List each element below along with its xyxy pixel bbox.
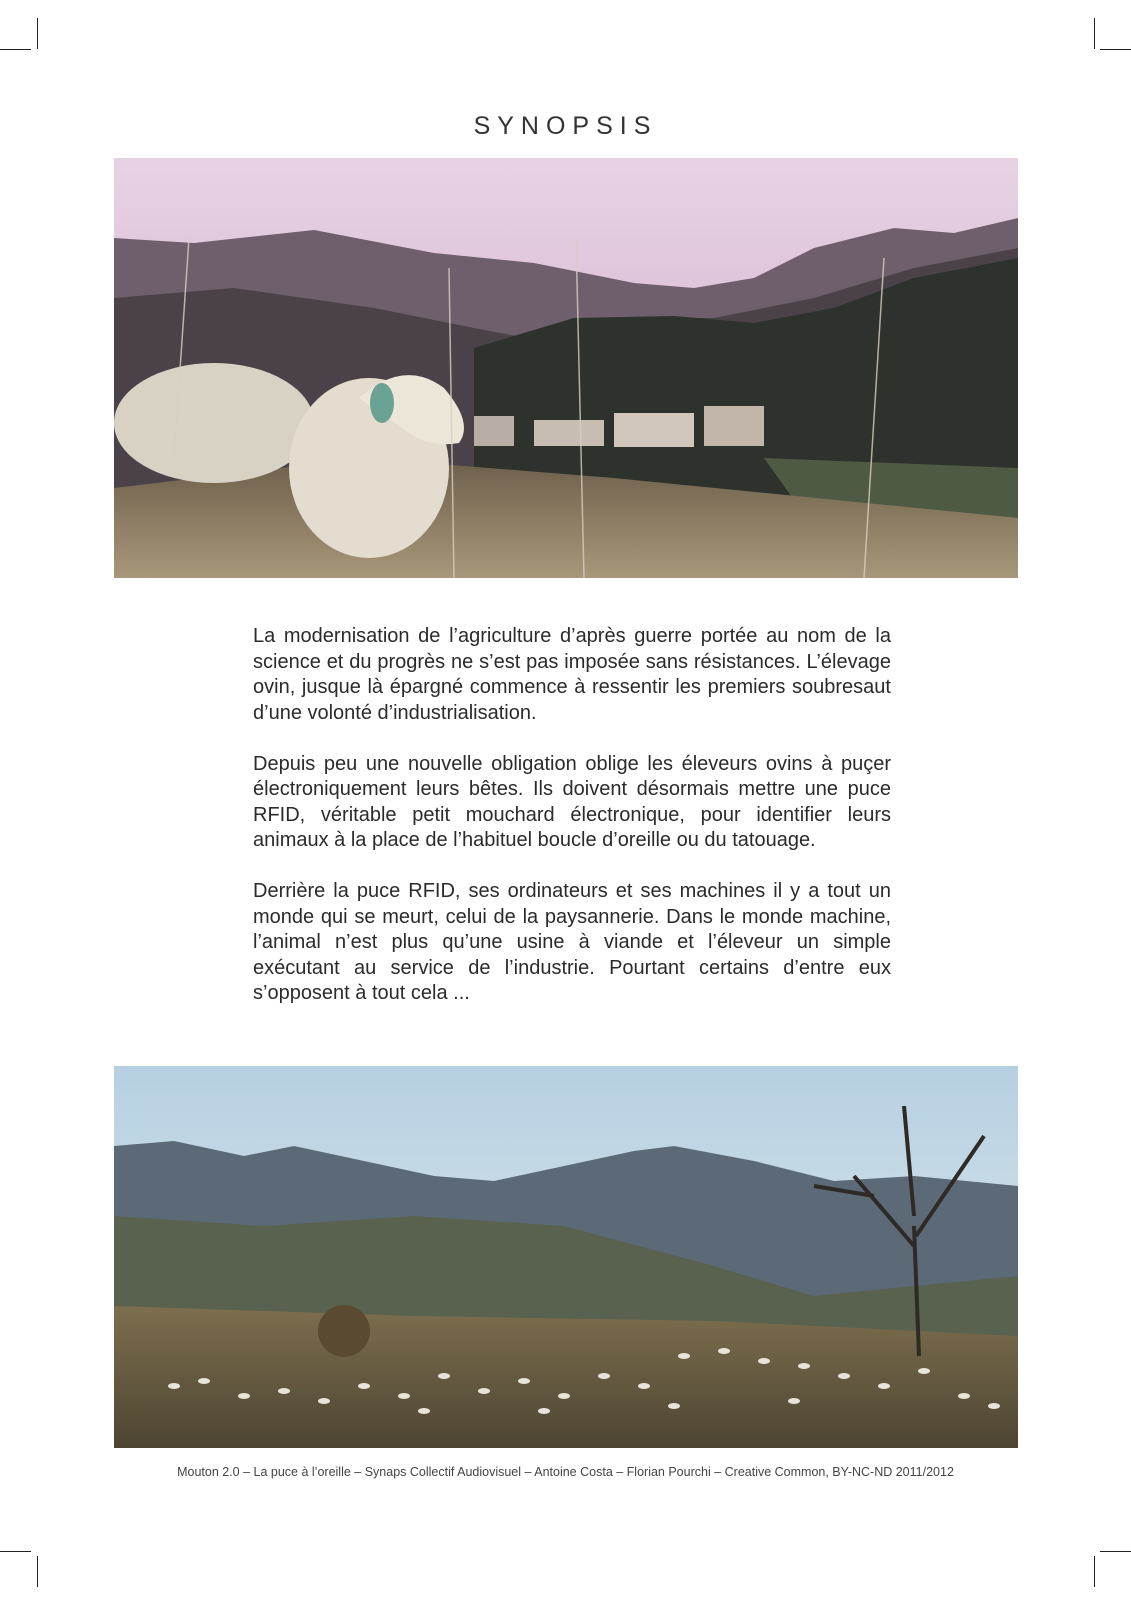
crop-mark-top-left-v (37, 18, 38, 49)
flock-valley-photo (114, 1066, 1018, 1448)
sheep-landscape-icon (114, 158, 1018, 578)
crop-mark-bottom-left-h (0, 1551, 31, 1552)
synopsis-body (253, 624, 891, 1032)
photo-credit-caption: Mouton 2.0 – La puce à l’oreille – Synaps Collectif Audiovisuel – Antoine Costa – Florian Pourchi – Creative Common, BY-NC-ND 2011/2012 (177, 1465, 954, 1479)
crop-mark-bottom-right-v (1094, 1556, 1095, 1587)
page-title: SYNOPSIS (473, 112, 658, 140)
flock-valley-icon (114, 1066, 1018, 1448)
crop-mark-bottom-right-h (1100, 1551, 1131, 1552)
paragraph-1: La modernisation de l’agriculture d’après guerre portée au nom de la science et du progrès ne s’est pas imposée sans résistances. L’élevage ovin, jusque là épargné commence à ressentir les premiers soubresaut d’une volonté d’industrialisation. (253, 625, 891, 724)
crop-mark-top-right-v (1094, 18, 1095, 49)
paragraph-2: Depuis peu une nouvelle obligation oblige les éleveurs ovins à puçer électroniquement leurs bêtes. Ils doivent désormais mettre une puce RFID, véritable petit mouchard électronique, pour identifier leurs animaux à la place de l’habituel boucle d’oreille ou du tatouage. (253, 752, 891, 851)
sheep-landscape-photo (114, 158, 1018, 578)
crop-mark-top-right-h (1100, 49, 1131, 50)
paragraph-3: Derrière la puce RFID, ses ordinateurs et ses machines il y a tout un monde qui se meurt, celui de la paysannerie. Dans le monde machine, l’animal n’est plus qu’une usine à viande et l’éleveur un simple exécutant au service de l’industrie. Pourtant certains d’entre eux s’opposent à tout cela ... (253, 880, 891, 1004)
crop-mark-bottom-left-v (37, 1556, 38, 1587)
crop-mark-top-left-h (0, 49, 31, 50)
